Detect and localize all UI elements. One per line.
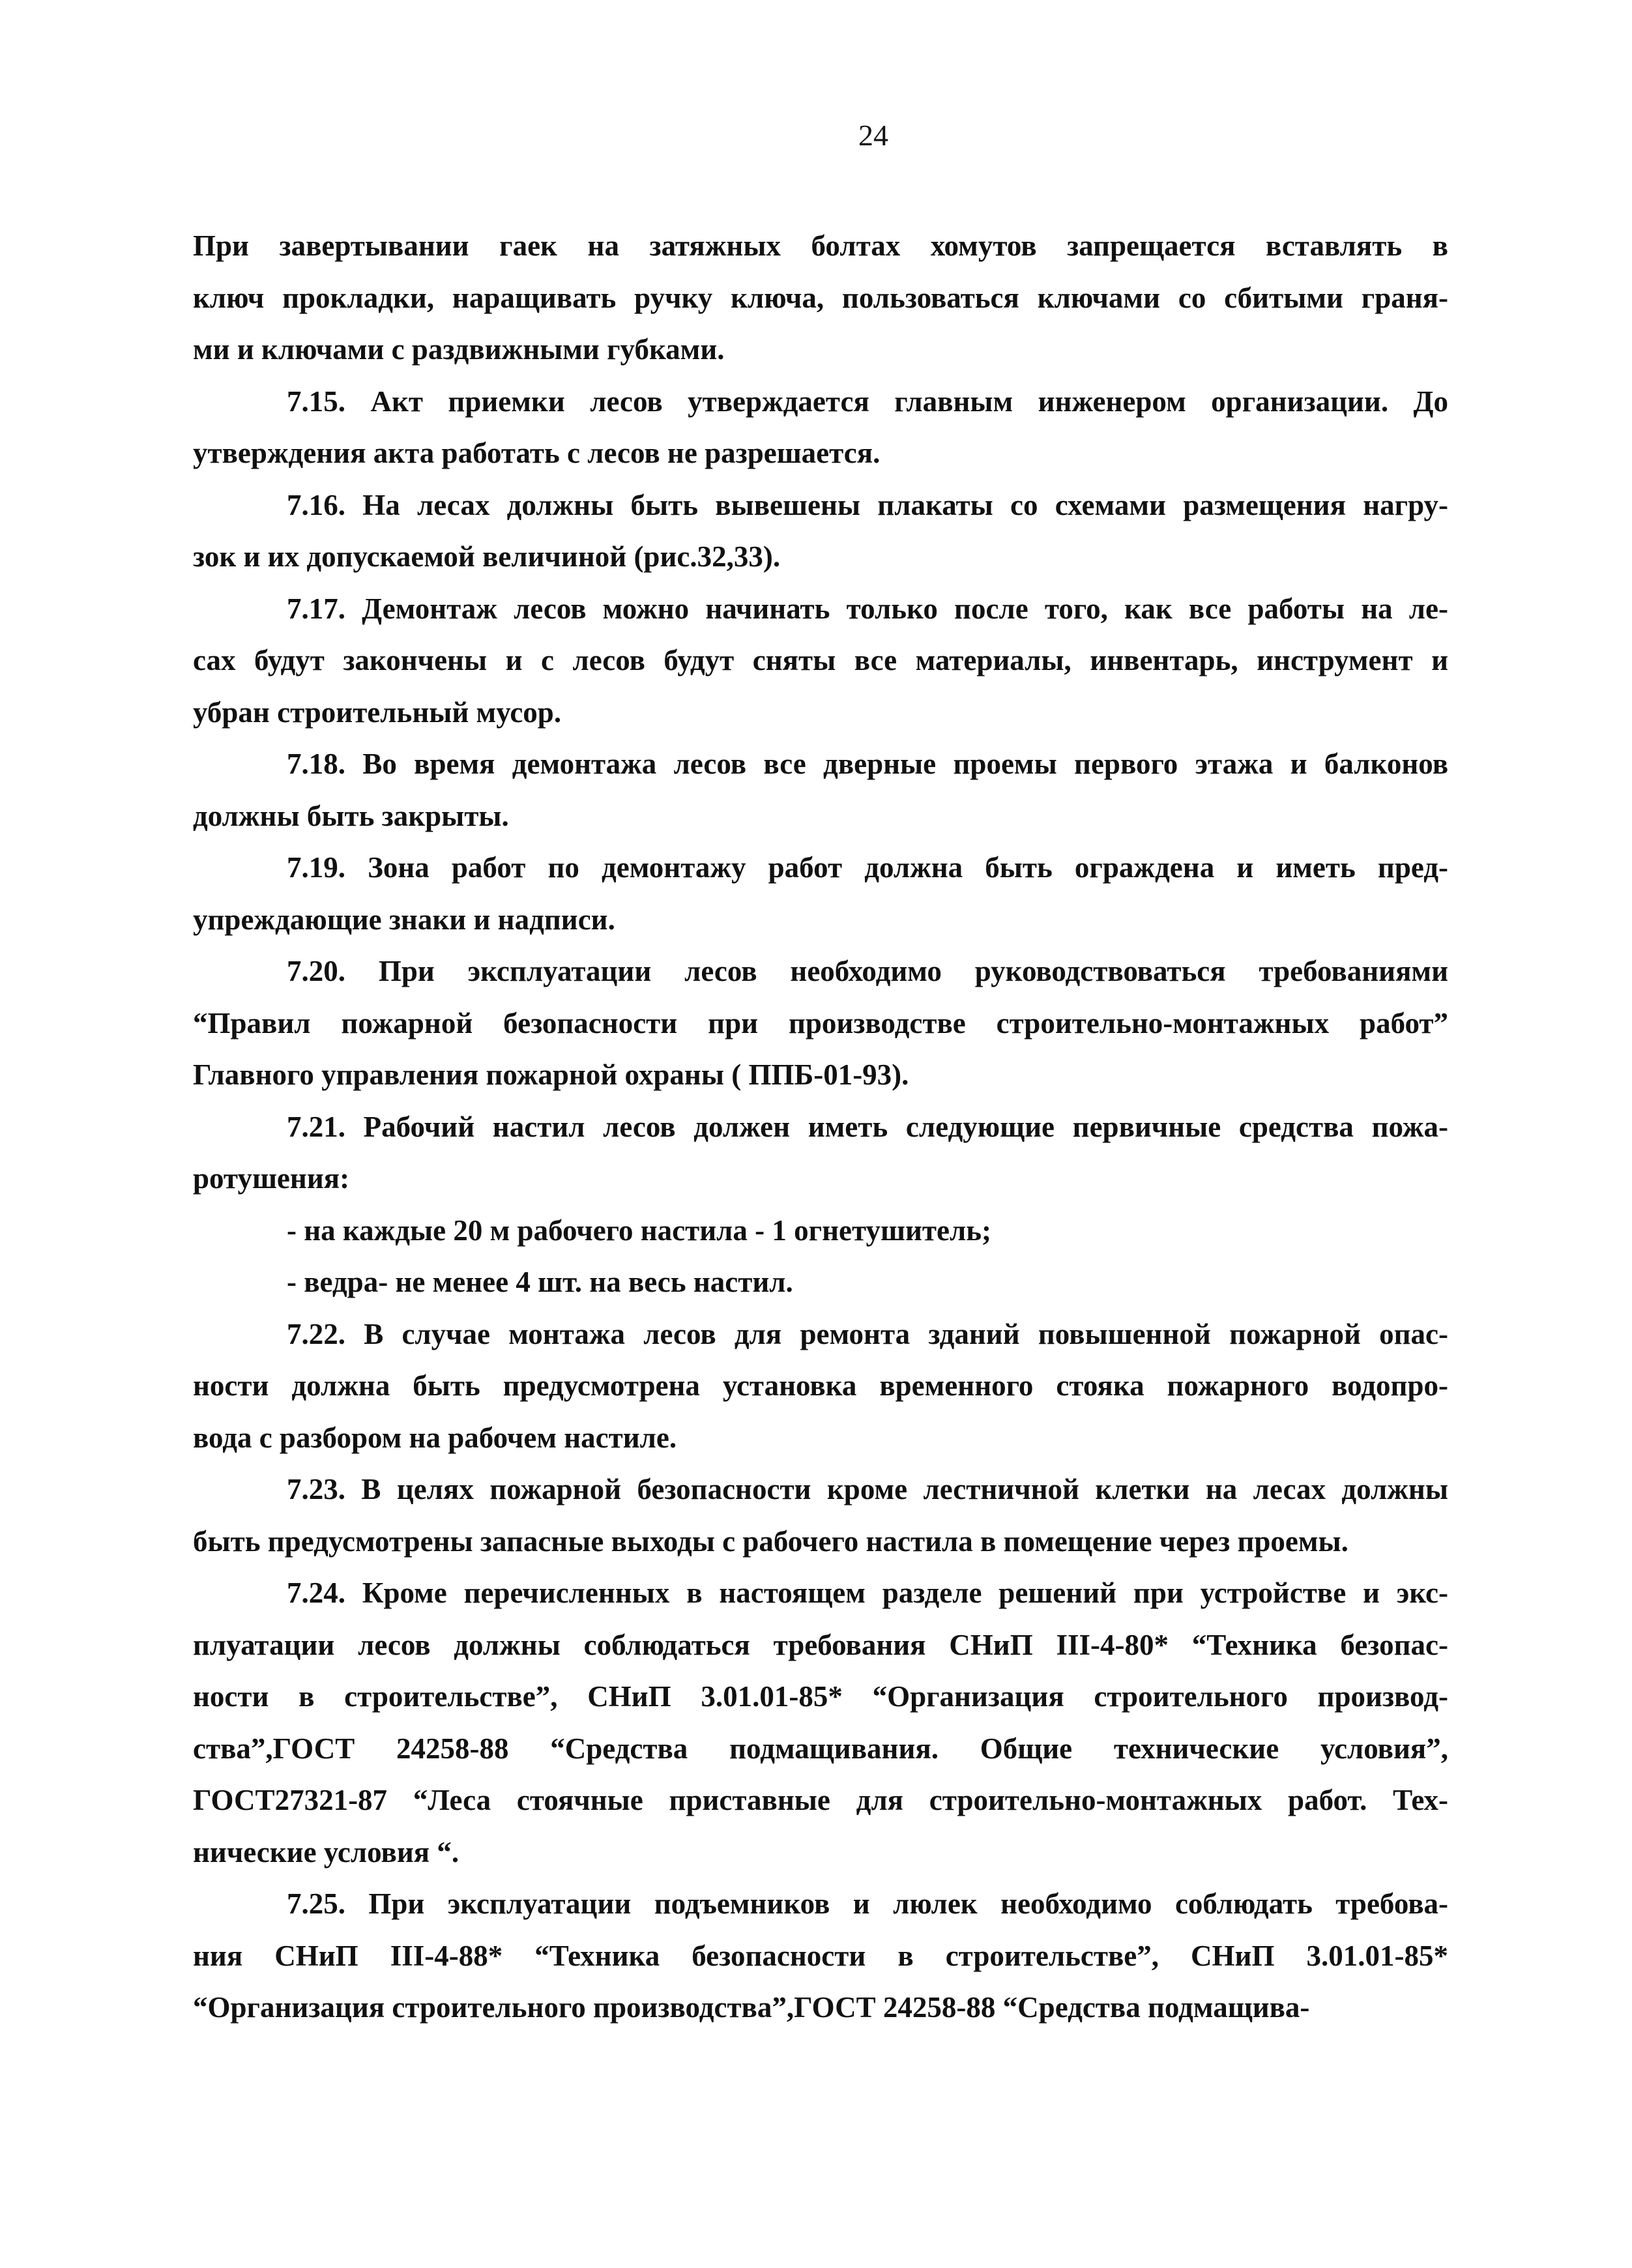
text-line: ключ прокладки, наращивать ручку ключа, пользоваться ключами со сбитыми граня- — [193, 281, 1448, 314]
text-line: Главного управления пожарной охраны ( ППБ-01-93). — [193, 1058, 909, 1091]
text-line: 7.16. На лесах должны быть вывешены плакаты со схемами размещения нагру- — [287, 488, 1448, 521]
text-line: При завертывании гаек на затяжных болтах хомутов запрещается вставлять в — [193, 229, 1448, 262]
paragraph — [193, 946, 1448, 1101]
text-line: 7.25. При эксплуатации подъемников и люлек необходимо соблюдать требова- — [287, 1887, 1448, 1920]
text-line: сах будут закончены и с лесов будут сняты все материалы, инвентарь, инструмент и — [193, 644, 1448, 676]
text-line: “Организация строительного производства”,ГОСТ 24258-88 “Средства подмащива- — [193, 1991, 1310, 2024]
text-line: нические условия “. — [193, 1835, 459, 1868]
text-line: 7.20. При эксплуатации лесов необходимо руководствоваться требованиями — [287, 955, 1448, 987]
text-line: зок и их допускаемой величиной (рис.32,33). — [193, 540, 781, 573]
text-line: - ведра- не менее 4 шт. на весь настил. — [287, 1266, 793, 1298]
text-line: должны быть закрыты. — [193, 799, 509, 832]
paragraph — [193, 1464, 1448, 1567]
text-line: 7.18. Во время демонтажа лесов все дверные проемы первого этажа и балконов — [287, 748, 1448, 780]
text-line: “Правил пожарной безопасности при производстве строительно-монтажных работ” — [193, 1006, 1448, 1040]
text-line: 7.17. Демонтаж лесов можно начинать только после того, как все работы на ле- — [287, 592, 1448, 625]
text-line: утверждения акта работать с лесов не разрешается. — [193, 437, 881, 469]
document-body — [193, 220, 1448, 2034]
paragraph — [193, 1309, 1448, 1464]
text-line: быть предусмотрены запасные выходы с рабочего настила в помещение через проемы. — [193, 1524, 1348, 1558]
text-line: ности должна быть предусмотрена установка временного стояка пожарного водопро- — [193, 1369, 1448, 1402]
paragraph — [193, 1101, 1448, 1205]
text-line: 7.22. В случае монтажа лесов для ремонта зданий повышенной пожарной опас- — [287, 1317, 1448, 1350]
paragraph — [193, 842, 1448, 946]
paragraph — [193, 480, 1448, 583]
text-line: 7.23. В целях пожарной безопасности кроме лестничной клетки на лесах должны — [287, 1473, 1448, 1505]
text-line: ства”,ГОСТ 24258-88 “Средства подмащивания. Общие технические условия”, — [193, 1732, 1448, 1765]
page-number: 24 — [858, 119, 888, 152]
text-line: 7.21. Рабочий настил лесов должен иметь следующие первичные средства пожа- — [287, 1110, 1448, 1143]
text-line: упреждающие знаки и надписи. — [193, 903, 615, 936]
paragraph — [193, 583, 1448, 739]
text-line: 7.19. Зона работ по демонтажу работ должна быть ограждена и иметь пред- — [287, 851, 1448, 884]
text-line: ротушения: — [193, 1162, 350, 1195]
text-line: ности в строительстве”, СНиП 3.01.01-85* “Организация строительного производ- — [193, 1680, 1448, 1713]
paragraph — [193, 376, 1448, 480]
text-line: вода с разбором на рабочем настиле. — [193, 1421, 677, 1454]
text-line: 7.15. Акт приемки лесов утверждается главным инженером организации. До — [287, 385, 1448, 418]
text-line: 7.24. Кроме перечисленных в настоящем разделе решений при устройстве и экс- — [287, 1577, 1448, 1609]
paragraph — [193, 1257, 1448, 1309]
paragraph — [193, 1205, 1448, 1257]
text-line: ГОСТ27321-87 “Леса стоячные приставные для строительно-монтажных работ. Тех- — [193, 1784, 1448, 1816]
text-line: - на каждые 20 м рабочего настила - 1 огнетушитель; — [287, 1214, 992, 1247]
text-line: ния СНиП III-4-88* “Техника безопасности в строительстве”, СНиП 3.01.01-85* — [193, 1939, 1448, 1972]
paragraph — [193, 1878, 1448, 2034]
text-line: ми и ключами с раздвижными губками. — [193, 333, 725, 366]
paragraph — [193, 738, 1448, 842]
paragraph — [193, 1567, 1448, 1878]
text-line: убран строительный мусор. — [193, 695, 562, 729]
text-line: плуатации лесов должны соблюдаться требования СНиП III-4-80* “Техника безопас- — [193, 1628, 1448, 1661]
paragraph — [193, 220, 1448, 376]
